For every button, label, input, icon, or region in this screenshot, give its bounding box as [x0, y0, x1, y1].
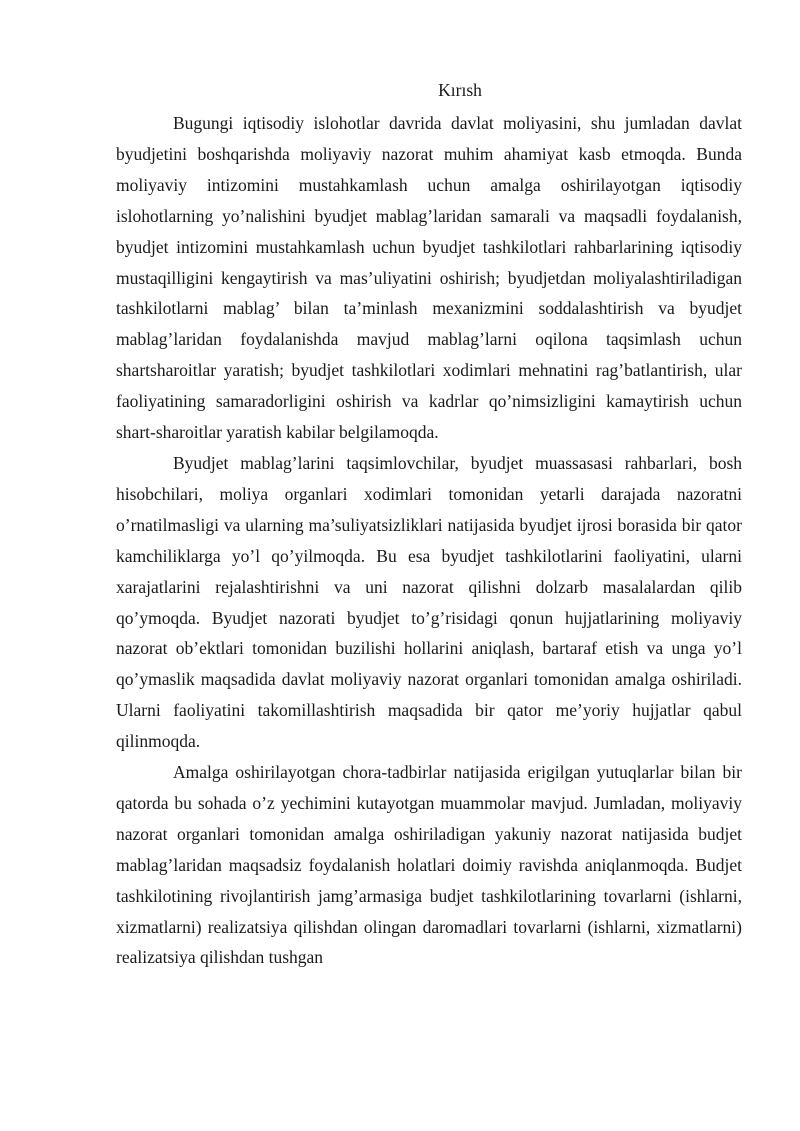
document-body [116, 108, 742, 973]
page-title: Kırısh [438, 80, 482, 100]
paragraph-1: Bugungi iqtisodiy islohotlar davrida davlat moliyasini, shu jumladan davlat byudjetini boshqarishda moliyaviy nazorat muhim ahamiyat kasb etmoqda. Bunda moliyaviy intizomini mustahkamlash uchun amalga oshirilayotgan iqtisodiy islohotlarning yo’nalishini byudjet mablag’laridan samarali va maqsadli foydalanish, byudjet intizomini mustahkamlash uchun byudjet tashkilotlari rahbarlarining iqtisodiy mustaqilligini kengaytirish va mas’uliyatini oshirish; byudjetdan moliyalashtiriladigan tashkilotlarni mablag’ bilan ta’minlash mexanizmini soddalashtirish va byudjet mablag’laridan foydalanishda mavjud mablag’larni oqilona taqsimlash uchun shartsharoitlar yaratish; byudjet tashkilotlari xodimlari mehnatini rag’batlantirish, ular faoliyatining samaradorligini oshirish va kadrlar qo’nimsizligini kamaytirish uchun shart-sharoitlar yaratish kabilar belgilamoqda. [116, 113, 742, 443]
paragraph-2: Byudjet mablag’larini taqsimlovchilar, byudjet muassasasi rahbarlari, bosh hisobchilari, moliya organlari xodimlari tomonidan yetarli darajada nazoratni o’rnatilmasligi va ularning ma’suliyatsizliklari natijasida byudjet ijrosi borasida bir qator kamchiliklarga yo’l qo’yilmoqda. Bu esa byudjet tashkilotlarini faoliyatini, ularni xarajatlarini rejalashtirishni va uni nazorat qilishni dolzarb masalalardan qilib qo’ymoqda. Byudjet nazorati byudjet to’g’risidagi qonun hujjatlarining moliyaviy nazorat ob’ektlari tomonidan buzilishi hollarini aniqlash, bartaraf etish va unga yo’l qo’ymaslik maqsadida davlat moliyaviy nazorat organlari tomonidan amalga oshiriladi. Ularni faoliyatini takomillashtirish maqsadida bir qator me’yoriy hujjatlar qabul qilinmoqda. [116, 452, 742, 752]
paragraph-3: Amalga oshirilayotgan chora-tadbirlar natijasida erigilgan yutuqlarlar bilan bir qatorda bu sohada o’z yechimini kutayotgan muammolar mavjud. Jumladan, moliyaviy nazorat organlari tomonidan amalga oshiriladigan yakuniy nazorat natijasida budjet mablag’laridan maqsadsiz foydalanish holatlari doimiy ravishda aniqlanmoqda. Budjet tashkilotining rivojlantirish jamg’armasiga budjet tashkilotlarining tovarlarni (ishlarni, xizmatlarni) realizatsiya qilishdan olingan daromadlari tovarlarni (ishlarni, xizmatlarni) realizatsiya qilishdan tushgan [116, 762, 742, 968]
